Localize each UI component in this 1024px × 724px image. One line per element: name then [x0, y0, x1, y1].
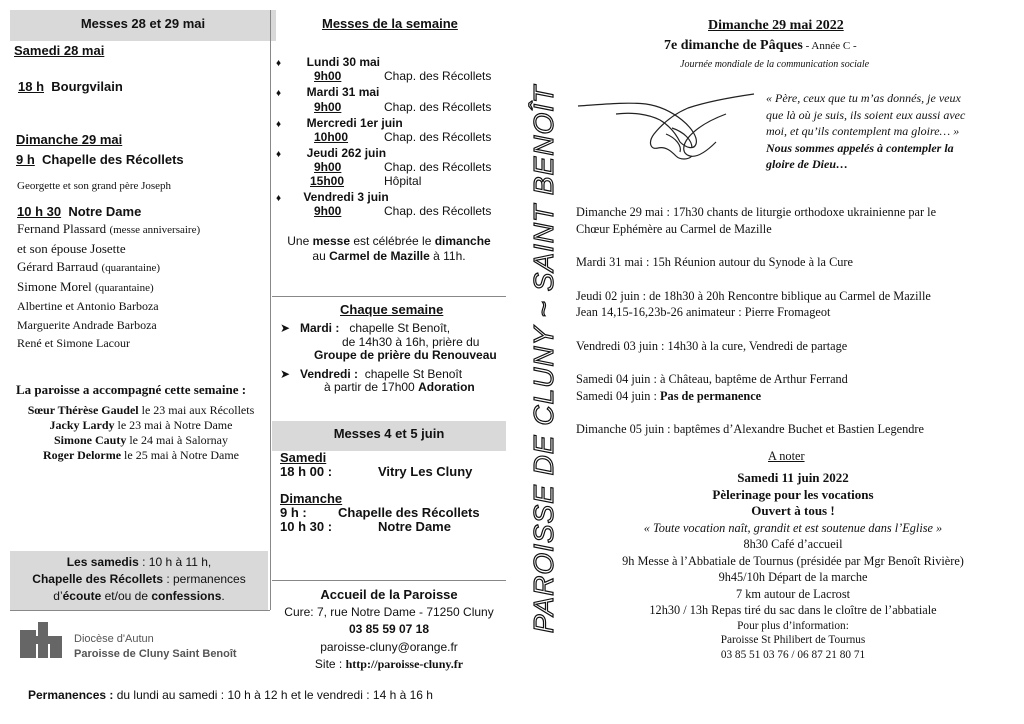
funerals-list: [10, 403, 272, 463]
intention-item: René et Simone Lacour: [17, 336, 130, 350]
col1-header: Messes 28 et 29 mai: [10, 10, 276, 41]
week-day: ♦ Jeudi 262 juin 9h00 Chap. des Récollets 15h00 Hôpital: [276, 146, 492, 188]
right-sunday: 7e dimanche de Pâques - Année C -: [664, 38, 857, 53]
intention-item: Gérard Barraud (quarantaine): [17, 259, 161, 274]
accueil-phone: 03 85 59 07 18: [348, 622, 430, 636]
site-link[interactable]: http://paroisse-cluny.fr: [345, 657, 464, 671]
col1-bottom-line: [10, 610, 270, 611]
vertical-title: PAROISSE DE CLUNY ~ SAINT BENOÎT: [528, 84, 559, 634]
funerals-title: La paroisse a accompagné cette semaine :: [16, 382, 247, 397]
sat-place: Bourgvilain: [51, 79, 123, 94]
sat-title: Samedi 28 mai: [14, 43, 105, 58]
week-day: ♦ Lundi 30 mai 9h00 Chap. des Récollets: [276, 55, 492, 84]
footer-permanences: Permanences : du lundi au samedi : 10 h à 12 h et le vendredi : 14 h à 16 h: [28, 688, 433, 702]
sun1-place: Chapelle des Récollets: [42, 152, 184, 167]
events-list: [576, 204, 1012, 438]
event-item: Jeudi 02 juin : de 18h30 à 20h Rencontre biblique au Carmel de Mazille Jean 14,15-16,23b-26 animateur : Pierre Fromageot: [576, 288, 931, 319]
right-journee: Journée mondiale de la communication sociale: [680, 59, 870, 70]
funeral-item: Simone Cauty le 24 mai à Salornay: [54, 433, 228, 447]
logo-line-2: Paroisse de Cluny Saint Benoît: [74, 648, 237, 660]
event-item: Samedi 04 juin : à Château, baptême de Arthur Ferrand Samedi 04 juin : Pas de permanence: [576, 372, 848, 403]
accueil-block: [272, 586, 506, 674]
sat-mass: [18, 79, 123, 94]
col-divider-1: [270, 10, 271, 610]
sun1-time: 9 h: [16, 152, 35, 167]
funeral-item: Sœur Thérèse Gaudel le 23 mai aux Récollets: [27, 403, 255, 417]
intention-item: Albertine et Antonio Barboza: [17, 299, 159, 313]
hands-icon: [576, 84, 756, 164]
funeral-item: Roger Delorme le 25 mai à Notre Dame: [42, 448, 240, 462]
col2-divider-b: [272, 580, 506, 581]
event-item: Vendredi 03 juin : 14h30 à la cure, Vendredi de partage: [576, 338, 848, 353]
intentions-list: [17, 220, 272, 353]
diocese-logo-icon: [20, 620, 66, 660]
accueil-site: Site : http://paroisse-cluny.fr: [314, 657, 464, 671]
mazille-note: Une messe est célébrée le dimanche au Carmel de Mazille à 11h.: [287, 234, 491, 263]
event-item: Dimanche 29 mai : 17h30 chants de liturgie orthodoxe ukrainienne par le Chœur Ephémère au Carmel de Mazille: [576, 205, 937, 236]
gospel-quote: « Père, ceux que tu m’as donnés, je veux que là où je suis, ils soient eux aussi avec moi, et qu’ils contemplent ma gloire… » Nous sommes appelés à contempler la gloire de Dieu…: [766, 91, 966, 171]
week-day: ♦ Mercredi 1er juin 10h00 Chap. des Récollets: [276, 115, 492, 145]
saturday-permanence-box: Les samedis : 10 h à 11 h, Chapelle des Récollets : permanences d’écoute et/ou de confessions.: [10, 551, 268, 610]
intention-item: Marguerite Andrade Barboza: [17, 317, 157, 332]
funeral-item: Jacky Lardy le 23 mai à Notre Dame: [49, 418, 233, 432]
intention-item: Simone Morel (quarantaine): [17, 278, 154, 294]
week-day: ♦ Mardi 31 mai 9h00 Chap. des Récollets: [276, 85, 492, 114]
event-item: Mardi 31 mai : 15h Réunion autour du Synode à la Cure: [576, 255, 853, 269]
intention-item: et son épouse Josette: [17, 240, 126, 256]
each-week-list: ➤ Mardi : chapelle St Benoît, de 14h30 à 16h, prière du Groupe de prière du Renouveau ➤ Vendredi : chapelle St Benoît à partir de 17h00 Adoration: [280, 321, 497, 394]
right-date: Dimanche 29 mai 2022: [708, 18, 844, 33]
next-masses: Samedi 18 h 00 : Vitry Les Cluny Dimanche 9 h : Chapelle des Récollets 10 h 30 : Notre Dame: [280, 450, 480, 534]
sun2-time: 10 h 30: [17, 204, 62, 219]
week-day: ♦ Vendredi 3 juin 9h00 Chap. des Récollets: [276, 189, 492, 219]
next-header: Messes 4 et 5 juin: [272, 421, 506, 451]
week-title: Messes de la semaine: [322, 16, 458, 31]
accueil-title: Accueil de la Paroisse: [320, 587, 458, 602]
logo-line-1: Diocèse d'Autun: [74, 633, 154, 645]
week-list: [276, 56, 506, 218]
accueil-email[interactable]: paroisse-cluny@orange.fr: [320, 639, 458, 654]
sun-title: Dimanche 29 mai: [16, 132, 123, 147]
sun1-intention: Georgette et son grand père Joseph: [17, 180, 172, 192]
intention-item: Fernand Plassard (messe anniversaire): [17, 221, 201, 236]
col2-divider-a: [272, 296, 506, 297]
event-item: Dimanche 05 juin : baptêmes d’Alexandre Buchet et Bastien Legendre: [576, 422, 924, 436]
accueil-address: Cure: 7, rue Notre Dame - 71250 Cluny: [284, 604, 494, 619]
pilgrimage-block: Samedi 11 juin 2022 Pèlerinage pour les vocations Ouvert à tous ! « Toute vocation naît, grandit et est soutenue dans l’Eglise » 8h30 Café d’accueil 9h Messe à l’Abbatiale de Tournus (présidée par Mgr Benoît Rivière) 9h45/10h Départ de la marche 7 km autour de Lacrost 12h30 / 13h Repas tiré du sac dans le cloître de l’abbatiale Pour plus d’information: Paroisse St Philibert de Tournus 03 85 51 03 76 / 06 87 21 80 71: [622, 470, 964, 661]
each-week-title: Chaque semaine: [340, 302, 444, 317]
sun2-place: Notre Dame: [68, 204, 142, 219]
sat-time: 18 h: [18, 79, 45, 94]
sun-mass-1: [16, 152, 184, 167]
anoter-title: A noter: [768, 449, 805, 463]
sun-mass-2: [17, 204, 141, 219]
